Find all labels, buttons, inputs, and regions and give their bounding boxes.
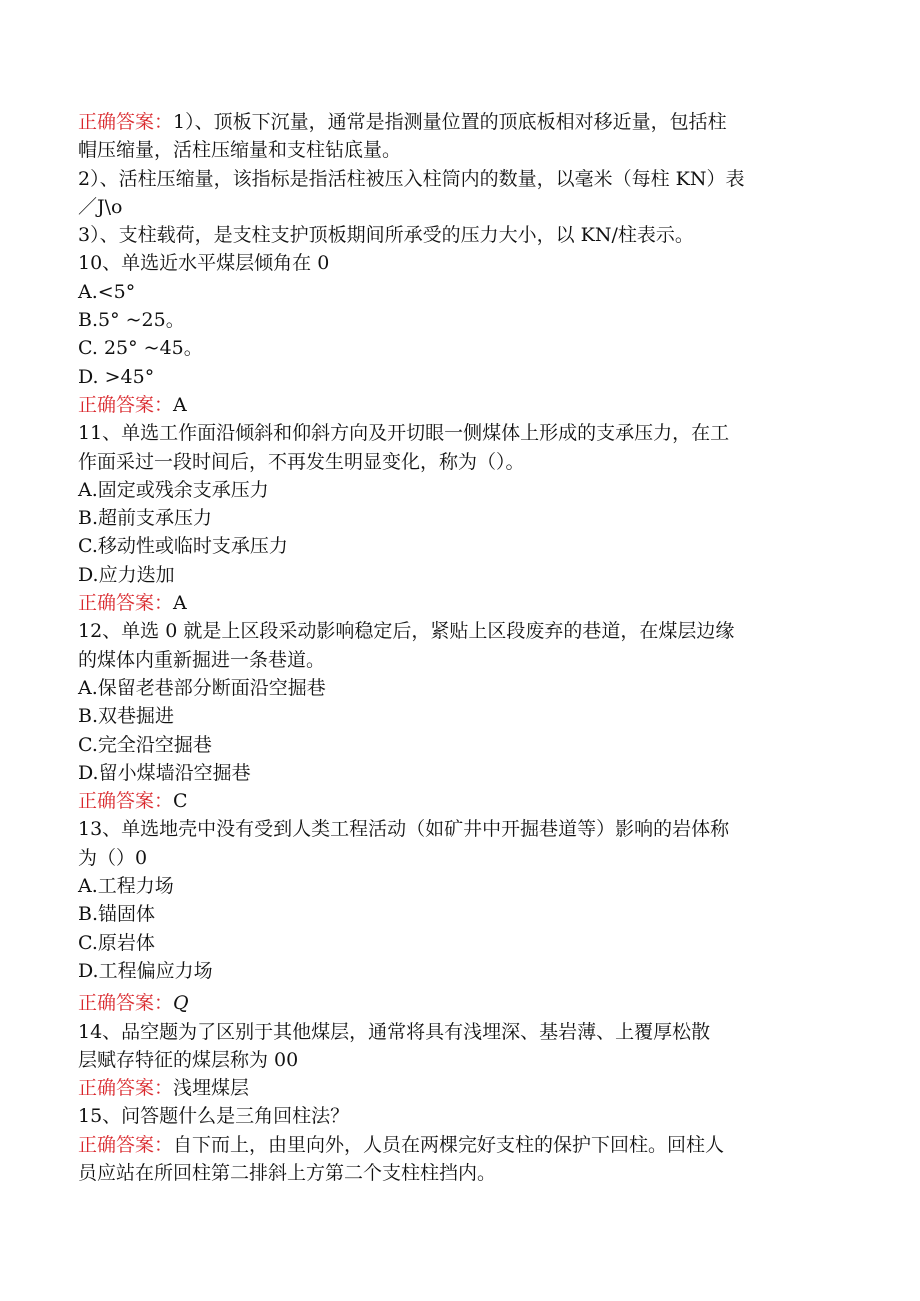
answer-label: 正确答案： [78,111,174,133]
answer-11 [78,589,848,617]
option-d: D.工程偏应力场 [78,959,213,982]
answer-text-line: 帽压缩量，活柱压缩量和支柱钻底量。 [78,139,402,162]
option-c: C.原岩体 [78,931,155,954]
answer-value: A [173,393,187,416]
answer-text-line: 3）、支柱载荷，是支柱支护顶板期间所承受的压力大小，以 KN/柱表示。 [78,224,694,247]
question-14-cont: 层赋存特征的煤层称为 00 [78,1048,299,1071]
option-d: D. >45° [78,365,155,388]
option-a: A.保留老巷部分断面沿空掘巷 [78,676,326,699]
option-a: A.工程力场 [78,875,174,898]
option-d: D.留小煤墙沿空掘巷 [78,761,251,784]
question-12-cont: 的煤体内重新掘进一条巷道。 [78,648,326,671]
option-a: A.固定或残余支承压力 [78,478,269,501]
option-a: A.<5° [78,280,136,303]
option-c: C.移动性或临时支承压力 [78,535,288,558]
answer-value: Q [173,992,189,1015]
option-b: B.双巷掘进 [78,705,175,728]
answer-value: C [173,790,188,813]
answer-10 [78,391,848,419]
answer-label: 正确答案： [78,992,174,1015]
answer-text: 自下而上，由里向外，人员在两棵完好支柱的保护下回柱。回柱人 [173,1133,725,1156]
question-14: 14、品空题为了区别于其他煤层，通常将具有浅埋深、基岩薄、上覆厚松散 [78,1020,711,1043]
answer-text: 1）、顶板下沉量，通常是指测量位置的顶底板相对移近量，包括柱 [173,111,727,133]
answer-13 [78,989,848,1017]
question-13-cont: 为（）0 [78,846,148,869]
answer-label: 正确答案： [78,1077,174,1100]
answer-text-line: 2）、活柱压缩量，该指标是指活柱被压入柱筒内的数量，以毫米（每柱 KN）表 [78,167,745,190]
question-13: 13、单选地壳中没有受到人类工程活动（如矿井中开掘巷道等）影响的岩体称 [78,818,730,841]
option-c: C. 25° ~45。 [78,337,203,360]
option-b: B.超前支承压力 [78,507,213,530]
answer-block-prev [78,108,848,136]
document-body [78,108,848,1187]
question-11-cont: 作面采过一段时间后，不再发生明显变化，称为（）。 [78,450,525,473]
answer-label: 正确答案： [78,592,174,615]
answer-text-line: 员应站在所回柱第二排斜上方第二个支柱柱挡内。 [78,1161,497,1184]
answer-label: 正确答案： [78,393,174,416]
answer-value: 浅埋煤层 [173,1077,250,1100]
answer-14 [78,1074,848,1102]
option-b: B.锚固体 [78,903,156,926]
option-b: B.5° ~25。 [78,309,185,332]
answer-label: 正确答案： [78,790,174,813]
answer-12 [78,787,848,815]
question-10: 10、单选近水平煤层倾角在 0 [78,252,330,275]
answer-text-line: ／J\o [78,195,123,218]
answer-15 [78,1131,848,1159]
question-11: 11、单选工作面沿倾斜和仰斜方向及开切眼一侧煤体上形成的支承压力，在工 [78,422,730,445]
question-12: 12、单选 0 就是上区段采动影响稳定后，紧贴上区段废弃的巷道，在煤层边缘 [78,620,735,643]
option-d: D.应力迭加 [78,563,175,586]
answer-value: A [173,592,187,615]
question-15: 15、问答题什么是三角回柱法？ [78,1105,350,1128]
answer-label: 正确答案： [78,1133,174,1156]
option-c: C.完全沿空掘巷 [78,733,212,756]
